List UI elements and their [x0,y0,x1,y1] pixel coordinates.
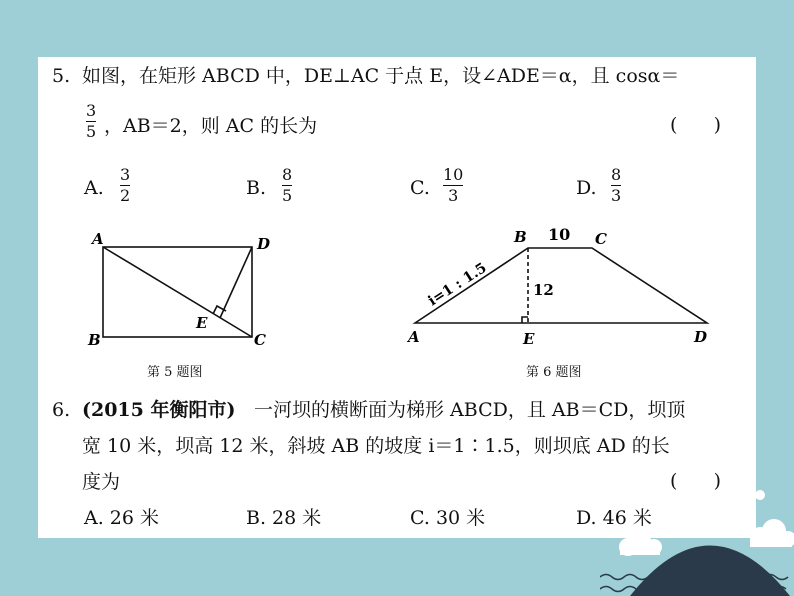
frac-num: 8 [282,165,293,184]
frac-num: 3 [120,165,131,184]
diagonal-ac [103,247,252,337]
q5-line1: 如图，在矩形 ABCD 中，DE⊥AC 于点 E，设∠ADE＝α，且 cosα＝ [82,65,680,87]
label-a: A [408,328,420,346]
top-width-label: 10 [548,225,571,244]
frac-den: 5 [282,186,293,205]
q5-answer-paren: ( ) [670,114,722,136]
q5-choice-b-fraction [282,166,292,205]
figure-6-trapezoid [400,222,720,352]
frac-num: 8 [611,165,622,184]
figure-6-caption: 第 6 题图 [526,365,582,380]
q5-line2: ，AB＝2，则 AC 的长为 [104,115,318,137]
choice-letter: C. [410,177,430,199]
q5-choice-a-fraction [120,166,130,205]
label-c: C [595,230,607,248]
q5-choice-d[interactable] [576,176,597,200]
choice-letter: B. [246,177,267,199]
label-e: E [196,314,208,332]
figure-5-caption: 第 5 题图 [147,365,203,380]
label-d: D [694,328,708,346]
q5-choice-c-fraction [443,166,463,205]
right-angle-mark [522,317,528,323]
q6-line1: 一河坝的横断面为梯形 ABCD，且 AB＝CD，坝顶 [254,399,686,421]
label-c: C [254,331,266,349]
q6-choice-d[interactable]: D. 46 米 [576,507,652,529]
label-e: E [523,330,535,348]
q5-number: 5. [52,65,71,87]
slope-label: i=1 : 1.5 [425,259,490,310]
label-d: D [257,235,271,253]
frac-num: 10 [443,165,464,184]
q5-choice-b[interactable] [246,176,266,200]
q6-answer-paren: ( ) [670,470,722,492]
q6-line2: 宽 10 米，坝高 12 米，斜坡 AB 的坡度 i＝1∶1.5，则坝底 AD 的长 [82,435,670,457]
decorative-island-graphic [600,485,794,596]
segment-de [220,247,252,318]
label-a: A [92,230,104,248]
frac-den: 2 [120,186,131,205]
q6-choice-b[interactable]: B. 28 米 [246,507,322,529]
q6-number: 6. [52,399,71,421]
q6-choice-a[interactable]: A. 26 米 [84,507,160,529]
q5-choice-d-fraction [611,166,621,205]
choice-letter: A. [84,177,104,199]
q5-choice-c[interactable] [410,176,430,200]
q6-choice-c[interactable]: C. 30 米 [410,507,486,529]
choice-letter: D. [576,177,597,199]
frac-den: 3 [448,186,459,205]
figure-5-rectangle [80,225,290,355]
label-b: B [88,331,101,349]
height-label: 12 [533,281,554,299]
q5-frac-den: 5 [86,122,97,141]
q5-cos-fraction [86,102,96,141]
q5-frac-num: 3 [86,101,97,120]
q6-line3: 度为 [82,471,121,493]
q6-source: (2015 年衡阳市) [82,399,236,421]
frac-den: 3 [611,186,622,205]
label-b: B [514,228,527,246]
q5-choice-a[interactable] [84,176,104,200]
